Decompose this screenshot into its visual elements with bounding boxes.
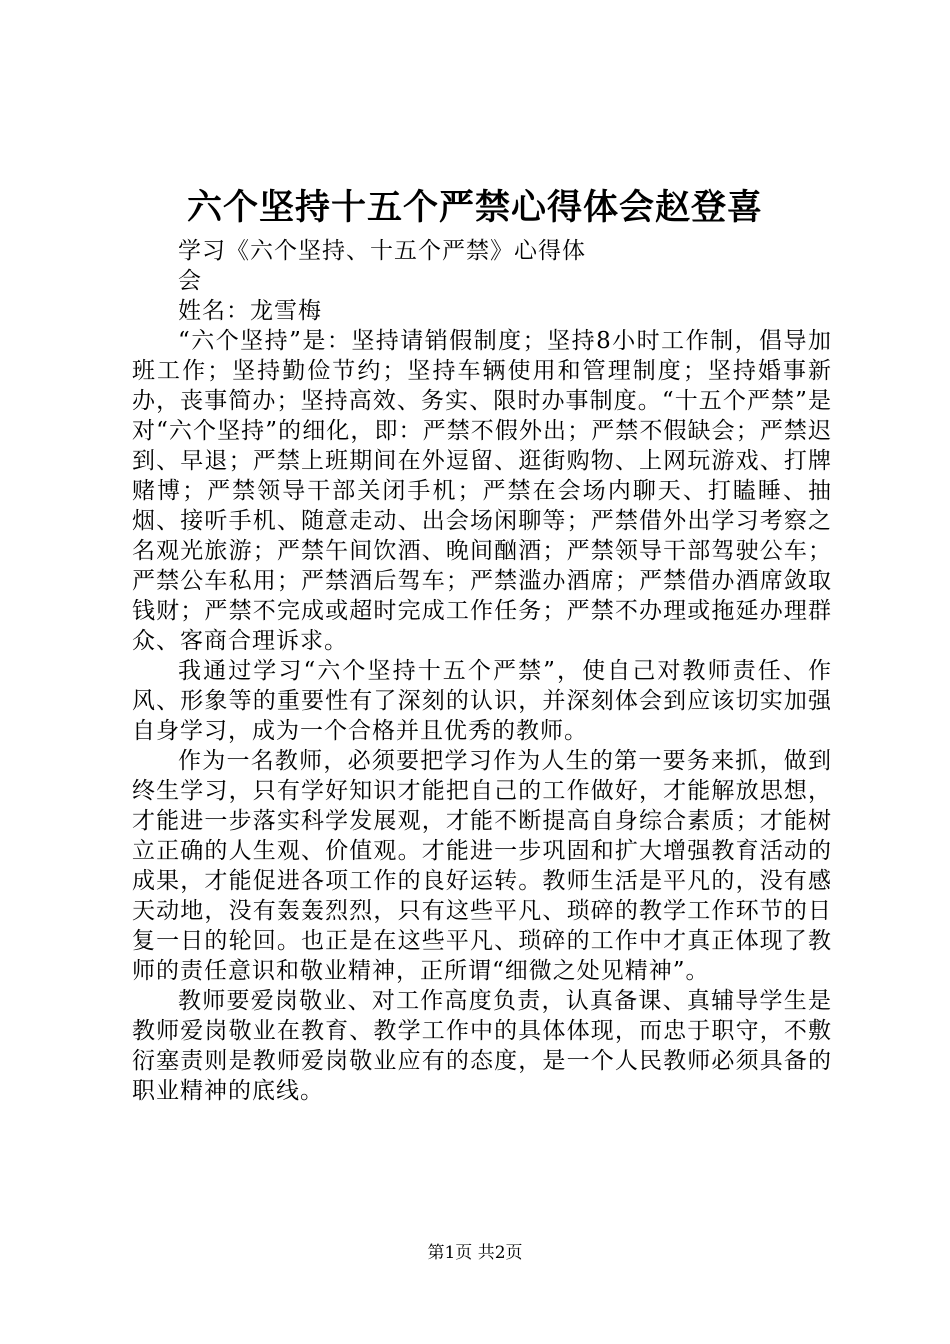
paragraph: 教师要爱岗敬业、对工作高度负责，认真备课、真辅导学生是教师爱岗敬业在教育、教学工作中的具体体现，而忠于职守，不敷衍塞责则是教师爱岗敬业应有的态度，是一个人民教师必须具备的职业精神的底线。 [132,988,832,1104]
paragraph: 我通过学习“六个坚持十五个严禁”，使自己对教师责任、作风、形象等的重要性有了深刻的认识，并深刻体会到应该切实加强自身学习，成为一个合格并且优秀的教师。 [132,658,832,744]
document-subtitle: 学习《六个坚持、十五个严禁》心得体会 [178,238,586,294]
document-title: 六个坚持十五个严禁心得体会赵登喜 [186,187,763,228]
author-line: 姓名：龙雪梅 [178,298,322,324]
document-body [132,236,832,1106]
paragraph: 作为一名教师，必须要把学习作为人生的第一要务来抓，做到终生学习，只有学好知识才能把自己的工作做好，才能解放思想，才能进一步落实科学发展观，才能不断提高自身综合素质；才能树立正确的人生观、价值观。才能进一步巩固和扩大增强教育活动的成果，才能促进各项工作的良好运转。教师生活是平凡的，没有感天动地，没有轰轰烈烈，只有这些平凡、琐碎的教学工作环节的日复一日的轮回。也正是在这些平凡、琐碎的工作中才真正体现了教师的责任意识和敬业精神，正所谓“细微之处见精神”。 [132,748,832,984]
paragraph: “六个坚持”是：坚持请销假制度；坚持8小时工作制，倡导加班工作；坚持勤俭节约；坚持车辆使用和管理制度；坚持婚事新办，丧事简办；坚持高效、务实、限时办事制度。“十五个严禁”是对“六个坚持”的细化，即：严禁不假外出；严禁不假缺会；严禁迟到、早退；严禁上班期间在外逗留、逛街购物、上网玩游戏、打牌赌博；严禁领导干部关闭手机；严禁在会场内聊天、打瞌睡、抽烟、接听手机、随意走动、出会场闲聊等；严禁借外出学习考察之名观光旅游；严禁午间饮酒、晚间酗酒；严禁领导干部驾驶公车；严禁公车私用；严禁酒后驾车；严禁滥办酒席；严禁借办酒席敛取钱财；严禁不完成或超时完成工作任务；严禁不办理或拖延办理群众、客商合理诉求。 [132,328,832,654]
page-number-footer: 第1页 共2页 [427,1243,523,1263]
